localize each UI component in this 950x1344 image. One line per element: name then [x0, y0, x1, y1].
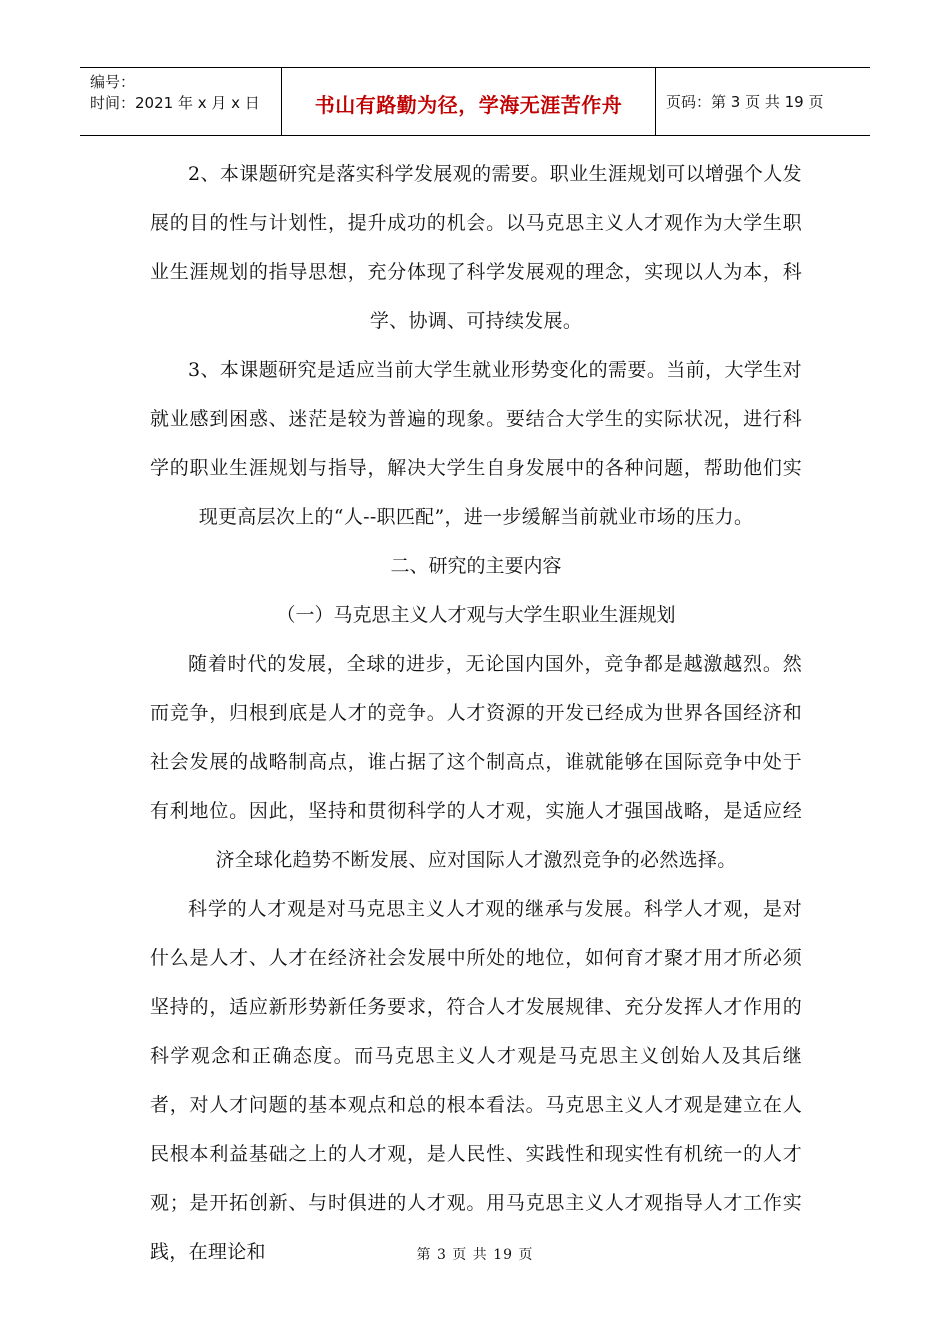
- header-motto-cell: [282, 68, 656, 135]
- document-number-label: 编号：: [90, 73, 136, 91]
- page-header: [80, 67, 870, 136]
- paragraph: 科学的人才观是对马克思主义人才观的继承与发展。科学人才观，是对什么是人才、人才在经济社会发展中所处的地位，如何育才聚才用才所必须坚持的，适应新形势新任务要求，符合人才发展规律、充分发挥人才作用的科学观念和正确态度。而马克思主义人才观是马克思主义创始人及其后继者，对人才问题的基本观点和总的根本看法。马克思主义人才观是建立在人民根本利益基础之上的人才观，是人民性、实践性和现实性有机统一的人才观；是开拓创新、与时俱进的人才观。用马克思主义人才观指导人才工作实践，在理论和: [150, 898, 802, 1263]
- paragraph: 随着时代的发展，全球的进步，无论国内国外，竞争都是越激越烈。然而竞争，归根到底是人才的竞争。人才资源的开发已经成为世界各国经济和社会发展的战略制高点，谁占据了这个制高点，谁就能够在国际竞争中处于有利地位。因此，坚持和贯彻科学的人才观，实施人才强国战略，是适应经济全球化趋势不断发展、应对国际人才激烈竞争的必然选择。: [150, 653, 802, 871]
- page-footer: 第 3 页 共 19 页: [416, 1247, 534, 1263]
- paragraph: 3、本课题研究是适应当前大学生就业形势变化的需要。当前，大学生对就业感到困惑、迷茫是较为普遍的现象。要结合大学生的实际状况，进行科学的职业生涯规划与指导，解决大学生自身发展中的各种问题，帮助他们实现更高层次上的“人--职匹配”，进一步缓解当前就业市场的压力。: [150, 359, 802, 528]
- document-body: [150, 150, 802, 1277]
- header-page-info: 页码：第 3 页 共 19 页: [666, 93, 824, 111]
- header-motto: 书山有路勤为径，学海无涯苦作舟: [314, 93, 623, 117]
- section-heading: 二、研究的主要内容: [390, 555, 562, 577]
- paragraph: 2、本课题研究是落实科学发展观的需要。职业生涯规划可以增强个人发展的目的性与计划性，提升成功的机会。以马克思主义人才观作为大学生职业生涯规划的指导思想，充分体现了科学发展观的理念，实现以人为本，科学、协调、可持续发展。: [150, 163, 802, 332]
- header-meta: [80, 68, 282, 135]
- document-date: 时间：2021 年 x 月 x 日: [90, 94, 260, 112]
- subsection-heading: （一）马克思主义人才观与大学生职业生涯规划: [276, 604, 676, 626]
- header-page-cell: [656, 68, 870, 135]
